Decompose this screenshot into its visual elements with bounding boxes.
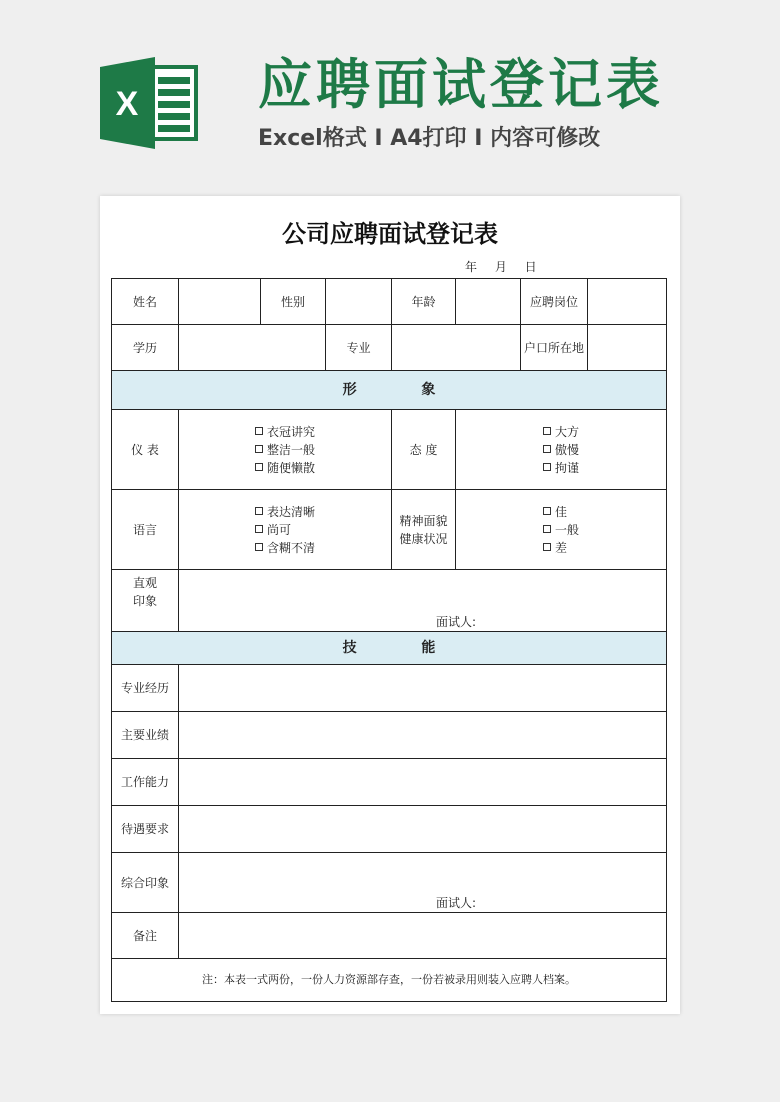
label-impression: 直观 印象 — [112, 570, 179, 632]
field-achievements[interactable] — [179, 712, 667, 759]
field-overall[interactable] — [179, 853, 667, 913]
label-ability: 工作能力 — [112, 759, 179, 806]
label-major: 专业 — [326, 325, 392, 371]
field-name[interactable] — [179, 279, 261, 325]
language-options — [179, 490, 392, 570]
field-age[interactable] — [456, 279, 521, 325]
section-skill: 技 能 — [112, 632, 667, 665]
field-experience[interactable] — [179, 665, 667, 712]
label-language: 语言 — [112, 490, 179, 570]
appearance-options — [179, 410, 392, 490]
field-ability[interactable] — [179, 759, 667, 806]
checkbox-icon[interactable] — [543, 507, 551, 515]
field-education[interactable] — [179, 325, 326, 371]
checkbox-option[interactable]: 随便懒散 — [255, 459, 315, 477]
interview-form-table — [111, 278, 667, 1002]
checkbox-icon[interactable] — [255, 543, 263, 551]
checkbox-icon[interactable] — [255, 445, 263, 453]
checkbox-option[interactable]: 差 — [543, 539, 579, 557]
checkbox-option[interactable]: 一般 — [543, 521, 579, 539]
checkbox-icon[interactable] — [543, 543, 551, 551]
form-title: 公司应聘面试登记表 — [282, 220, 498, 248]
field-gender[interactable] — [326, 279, 392, 325]
excel-logo-icon — [100, 57, 200, 149]
attitude-options — [456, 410, 667, 490]
svg-text:X: X — [115, 85, 139, 123]
section-image: 形 象 — [112, 371, 667, 410]
checkbox-icon[interactable] — [543, 445, 551, 453]
label-salary: 待遇要求 — [112, 806, 179, 853]
label-experience: 专业经历 — [112, 665, 179, 712]
label-education: 学历 — [112, 325, 179, 371]
spirit-options — [456, 490, 667, 570]
label-gender: 性别 — [261, 279, 326, 325]
label-achievements: 主要业绩 — [112, 712, 179, 759]
checkbox-icon[interactable] — [543, 463, 551, 471]
field-impression[interactable] — [179, 570, 667, 632]
interviewer-label: 面试人: — [436, 615, 477, 629]
checkbox-icon[interactable] — [255, 463, 263, 471]
checkbox-option[interactable]: 大方 — [543, 423, 579, 441]
label-remarks: 备注 — [112, 913, 179, 959]
label-overall: 综合印象 — [112, 853, 179, 913]
interviewer-label: 面试人: — [436, 896, 477, 910]
checkbox-icon[interactable] — [543, 427, 551, 435]
checkbox-option[interactable]: 尚可 — [255, 521, 315, 539]
field-hukou[interactable] — [588, 325, 667, 371]
date-line: 年 月 日 — [465, 260, 537, 274]
checkbox-icon[interactable] — [255, 525, 263, 533]
field-position[interactable] — [588, 279, 667, 325]
checkbox-option[interactable]: 拘谨 — [543, 459, 579, 477]
checkbox-option[interactable]: 傲慢 — [543, 441, 579, 459]
label-attitude: 态 度 — [392, 410, 456, 490]
label-spirit-health: 精神面貌 健康状况 — [392, 490, 456, 570]
field-major[interactable] — [392, 325, 521, 371]
checkbox-option[interactable]: 佳 — [543, 503, 579, 521]
checkbox-option[interactable]: 衣冠讲究 — [255, 423, 315, 441]
checkbox-option[interactable]: 含糊不清 — [255, 539, 315, 557]
label-name: 姓名 — [112, 279, 179, 325]
field-salary[interactable] — [179, 806, 667, 853]
label-position: 应聘岗位 — [521, 279, 588, 325]
form-note: 注：本表一式两份，一份人力资源部存查，一份若被录用则装入应聘人档案。 — [112, 959, 667, 1002]
checkbox-icon[interactable] — [255, 427, 263, 435]
banner-subtitle: Excel格式 I A4打印 I 内容可修改 — [258, 126, 601, 151]
label-hukou: 户口所在地 — [521, 325, 588, 371]
label-age: 年龄 — [392, 279, 456, 325]
checkbox-option[interactable]: 表达清晰 — [255, 503, 315, 521]
checkbox-icon[interactable] — [255, 507, 263, 515]
field-remarks[interactable] — [179, 913, 667, 959]
banner-title: 应聘面试登记表 — [258, 53, 664, 116]
label-appearance: 仪 表 — [112, 410, 179, 490]
checkbox-icon[interactable] — [543, 525, 551, 533]
form-paper — [100, 196, 680, 1014]
checkbox-option[interactable]: 整洁一般 — [255, 441, 315, 459]
